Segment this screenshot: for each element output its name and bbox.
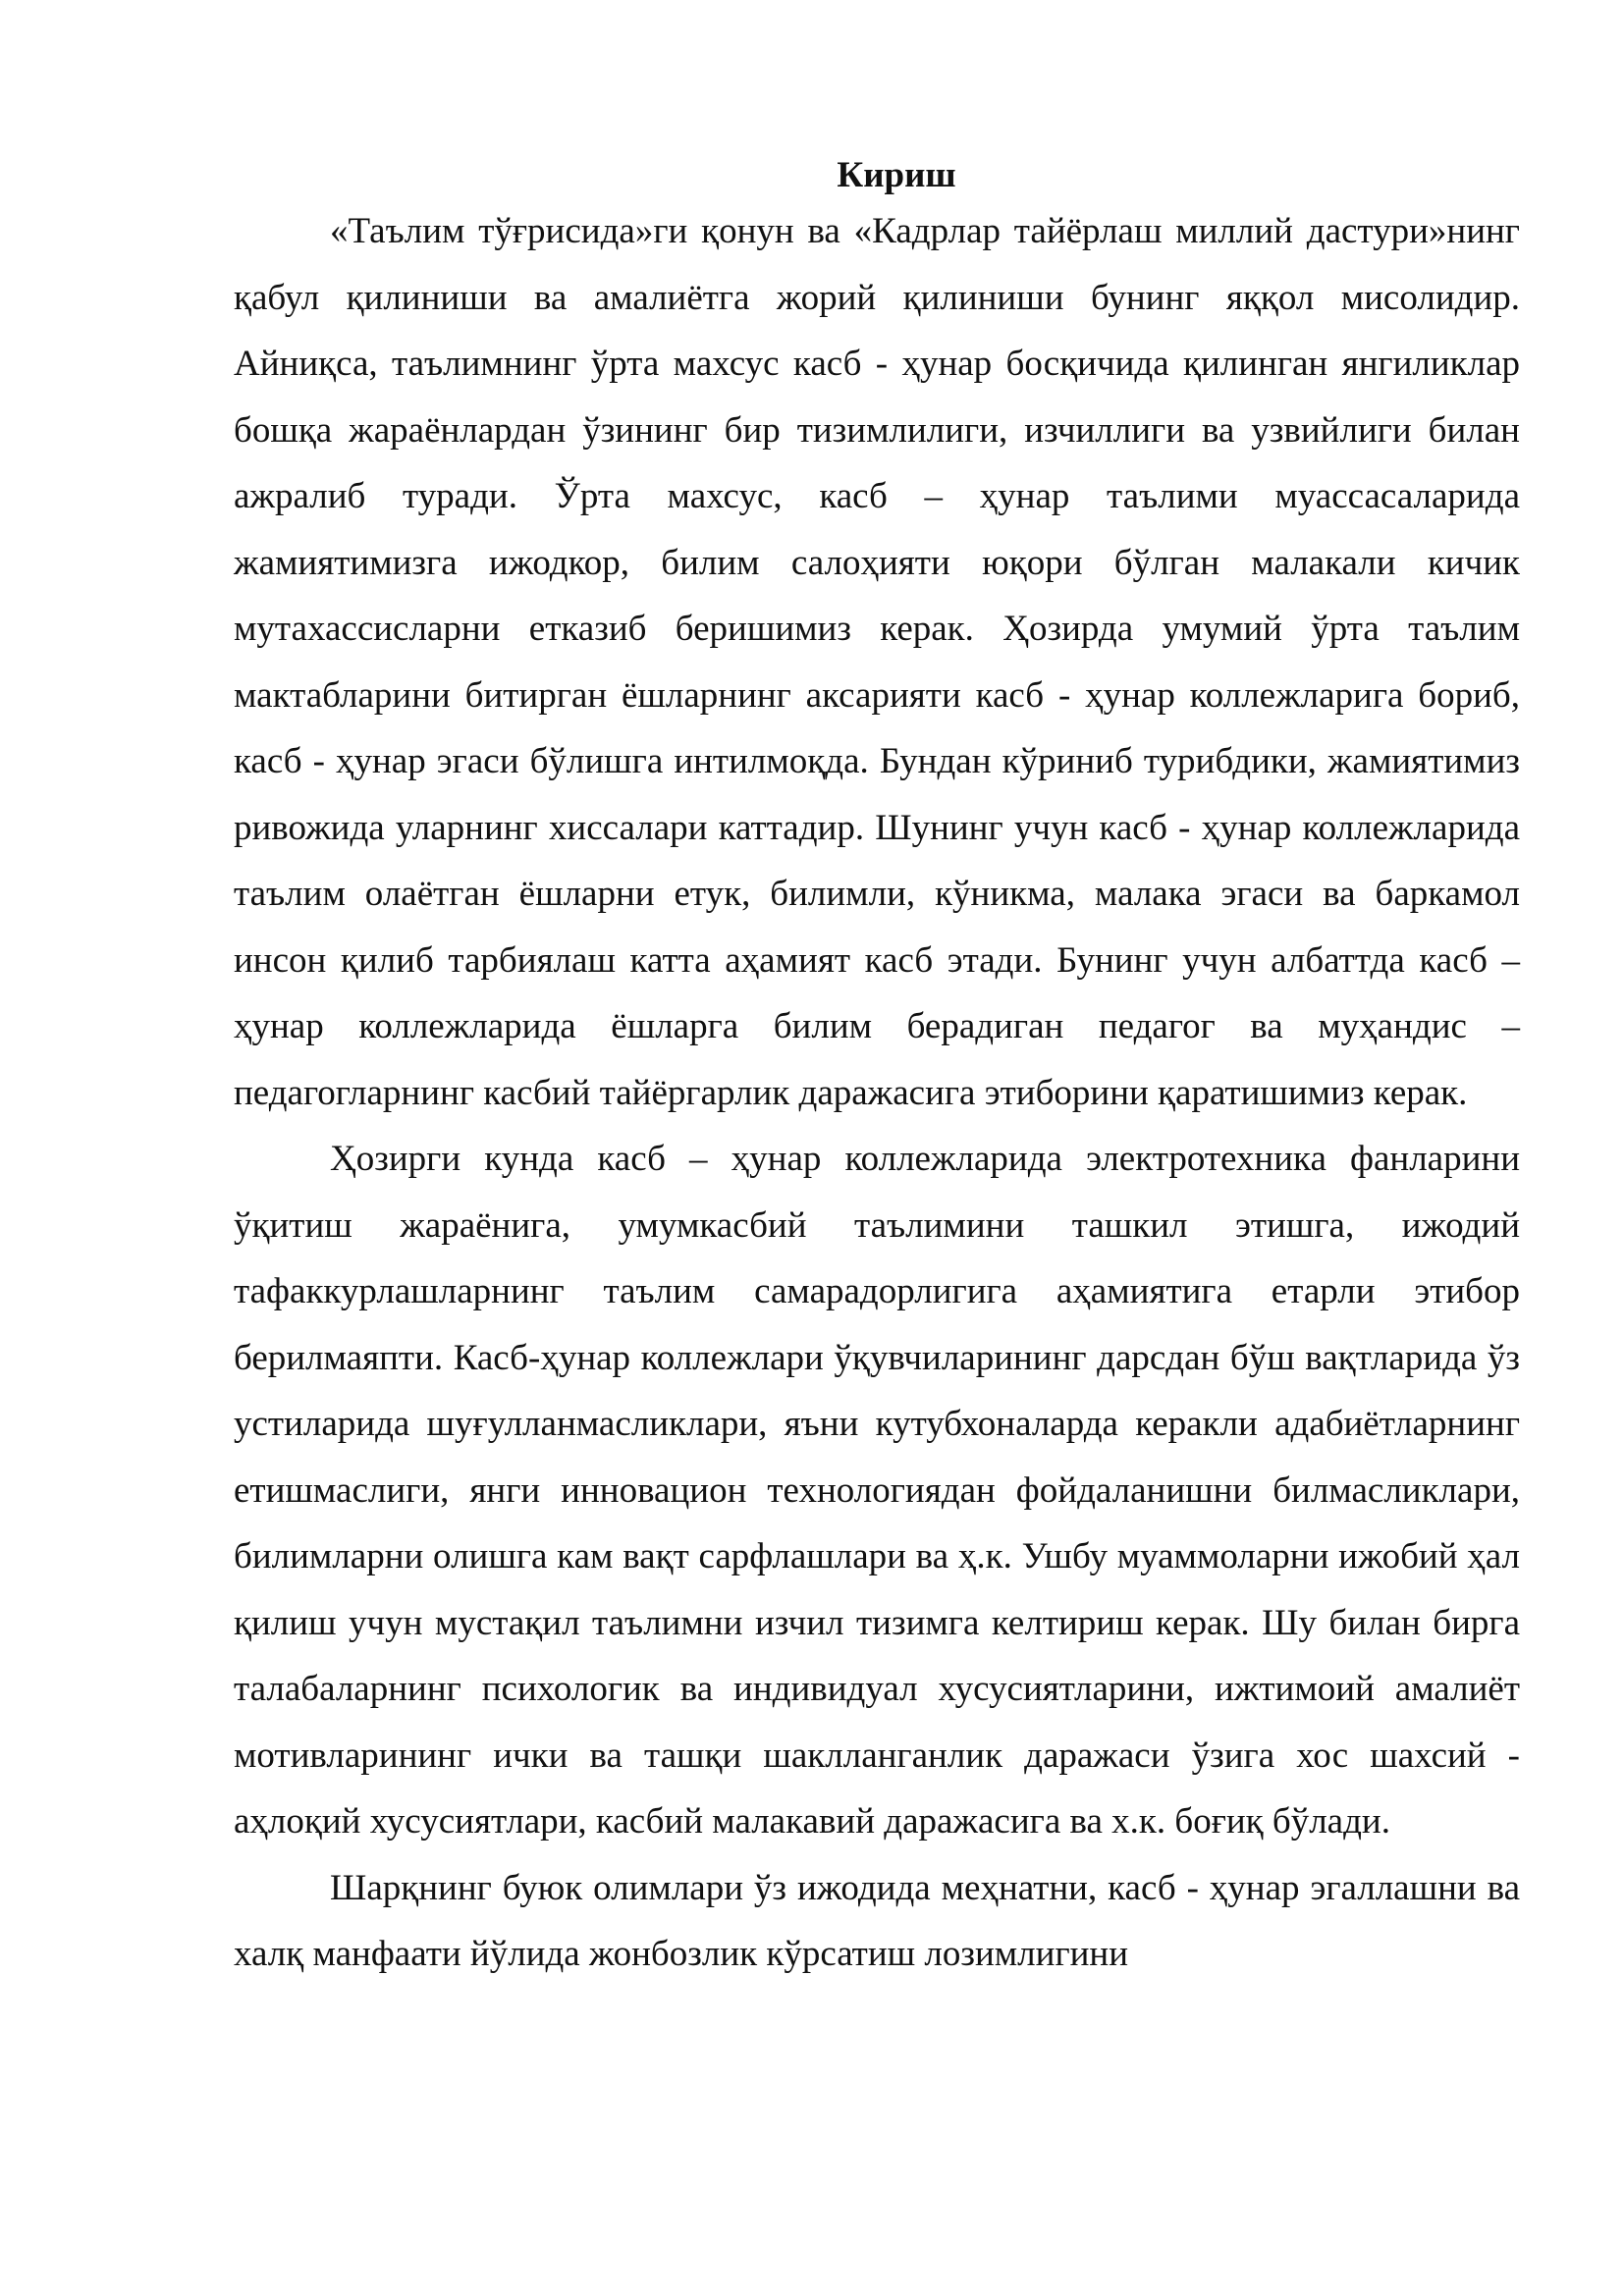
paragraph-eastern-scholars: Шарқнинг буюк олимлари ўз ижодида меҳнатни, касб - ҳунар эгаллашни ва халқ манфаати йўлида жонбозлик кўрсатиш лозимлигини [234, 1867, 1520, 1974]
paragraph-current-state: Ҳозирги кунда касб – ҳунар коллежларида электротехника фанларини ўқитиш жараёнига, умумкасбий таълимини ташкил этишга, ижодий тафаккурлашларнинг таълим самарадорлигига аҳамиятига етарли этибор берилмаяпти. Касб-ҳунар коллежлари ўқувчиларининг дарсдан бўш вақтларида ўз устиларида шуғулланмасликлари, яъни кутубхоналарда керакли адабиётларнинг етишмаслиги, янги инновацион технологиядан фойдаланишни билмасликлари, билимларни олишга кам вақт сарфлашлари ва ҳ.к. Ушбу муаммоларни ижобий ҳал қилиш учун мустақил таълимни изчил тизимга келтириш керак. Шу билан бирга талабаларнинг психологик ва индивидуал хусусиятларини, ижтимоий амалиёт мотивларининг ички ва ташқи шаклланганлик даражаси ўзига хос шахсий - аҳлоқий хусусиятлари, касбий малакавий даражасига ва х.к. боғиқ бўлади. [234, 1139, 1520, 1842]
paragraph-intro: «Таълим тўғрисида»ги қонун ва «Кадрлар тайёрлаш миллий дастури»нинг қабул қилиниши ва амалиётга жорий қилиниши бунинг яққол мисолидир. Айниқса, таълимнинг ўрта махсус касб - ҳунар босқичида қилинган янгиликлар бошқа жараёнлардан ўзининг бир тизимлилиги, изчиллиги ва узвийлиги билан ажралиб туради. Ўрта махсус, касб – ҳунар таълими муассасаларида жамиятимизга ижодкор, билим салоҳияти юқори бўлган малакали кичик мутахассисларни етказиб беришимиз керак. Ҳозирда умумий ўрта таълим мактабларини битирган ёшларнинг аксарияти касб - ҳунар коллежларига бориб, касб - ҳунар эгаси бўлишга интилмоқда. Бундан кўриниб турибдики, жамиятимиз ривожида уларнинг хиссалари каттадир. Шунинг учун касб - ҳунар коллежларида таълим олаётган ёшларни етук, билимли, кўникма, малака эгаси ва баркамол инсон қилиб тарбиялаш катта аҳамият касб этади. Бунинг учун албаттда касб – ҳунар коллежларида ёшларга билим берадиган педагог ва муҳандис – педагогларнинг касбий тайёргарлик даражасига этиборини қаратишимиз керак. [234, 211, 1520, 1113]
document-page [234, 147, 1520, 1988]
page-title: Кириш [837, 155, 956, 195]
